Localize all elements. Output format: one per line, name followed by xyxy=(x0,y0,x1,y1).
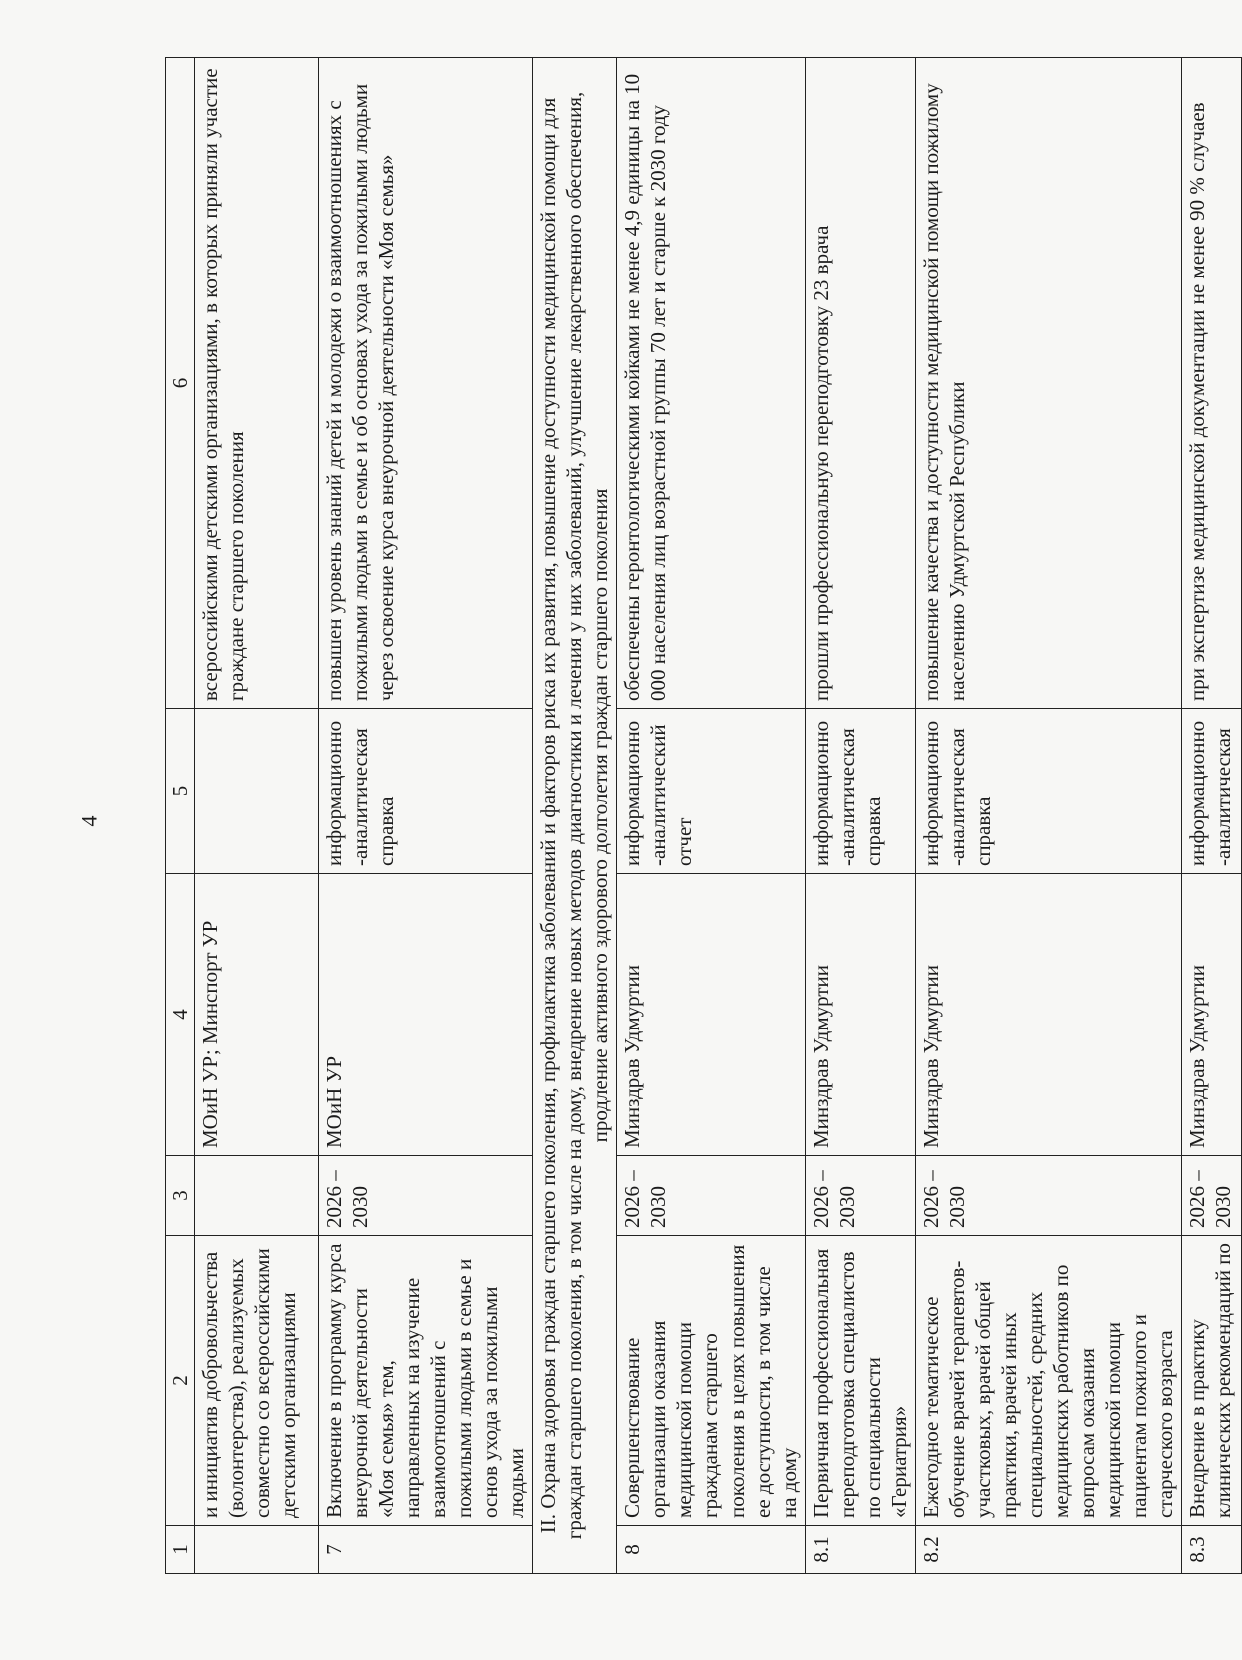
rotated-table-frame xyxy=(165,58,1236,1574)
table-row xyxy=(319,58,533,1574)
action-cell: Включение в программу курса внеурочной деятельности «Моя семья» тем, направленных на изучение взаимоотношений с пожилыми людьми в семье и основ ухода за пожилыми людьми xyxy=(319,1236,533,1526)
result-cell: всероссийскими детскими организациями, в которых приняли участие граждане старшего поколения xyxy=(195,58,319,709)
report-cell: информационно-аналитический отчет xyxy=(617,709,805,874)
result-cell: повышен уровень знаний детей и молодежи о взаимоотношениях с пожилыми людьми в семье и об основах ухода за пожилыми людьми через освоение курса внеурочной деятельности «Моя семья» xyxy=(319,58,533,709)
report-cell: информационно-аналитическая справка xyxy=(915,709,1181,874)
executor-cell: МОиН УР xyxy=(319,874,533,1156)
row-number: 8 xyxy=(617,1526,805,1574)
column-number-6: 6 xyxy=(166,58,195,709)
table-row xyxy=(617,58,805,1574)
executor-cell: МОиН УР; Минспорт УР xyxy=(195,874,319,1156)
executor-cell: Минздрав Удмуртии xyxy=(805,874,915,1156)
result-cell: прошли профессиональную переподготовку 23 врача xyxy=(805,58,915,709)
table-row xyxy=(915,58,1181,1574)
column-number-3: 3 xyxy=(166,1156,195,1236)
column-number-5: 5 xyxy=(166,709,195,874)
executor-cell: Минздрав Удмуртии xyxy=(1182,874,1242,1156)
executor-cell: Минздрав Удмуртии xyxy=(915,874,1181,1156)
row-number: 7 xyxy=(319,1526,533,1574)
section-heading: II. Охрана здоровья граждан старшего поколения, профилактика заболеваний и факторов риска их развития, повышение доступности медицинской помощи для граждан старшего поколения, в том числе на дому, внедрение новых методов диагностики и лечения у них заболеваний, улучшение лекарственного обеспечения, продление активного здорового долголетия граждан старшего поколения xyxy=(533,58,617,1574)
table-container xyxy=(165,58,1236,1574)
period-cell: 2026 – 2030 xyxy=(319,1156,533,1236)
column-number-4: 4 xyxy=(166,874,195,1156)
report-cell: информационно-аналитическая xyxy=(1182,709,1242,874)
period-cell xyxy=(195,1156,319,1236)
period-cell: 2026 – 2030 xyxy=(805,1156,915,1236)
row-number: 8.1 xyxy=(805,1526,915,1574)
table-row xyxy=(805,58,915,1574)
column-number-1: 1 xyxy=(166,1526,195,1574)
table-row xyxy=(1182,58,1242,1574)
executor-cell: Минздрав Удмуртии xyxy=(617,874,805,1156)
action-cell: Ежегодное тематическое обучение врачей терапевтов-участковых, врачей общей практики, врачей иных специальностей, средних медицинских работников по вопросам оказания медицинской помощи пациентам пожилого и старческого возраста xyxy=(915,1236,1181,1526)
report-cell xyxy=(195,709,319,874)
row-number: 8.2 xyxy=(915,1526,1181,1574)
page-number: 4 xyxy=(76,815,102,827)
action-cell: Внедрение в практику клинических рекомендаций по xyxy=(1182,1236,1242,1526)
table-header-row xyxy=(166,58,195,1574)
action-cell: Совершенствование организации оказания медицинской помощи гражданам старшего поколения в целях повышения ее доступности, в том числе на дому xyxy=(617,1236,805,1526)
action-plan-table xyxy=(165,57,1242,1574)
report-cell: информационно-аналитическая справка xyxy=(805,709,915,874)
result-cell: при экспертизе медицинской документации не менее 90 % случаев xyxy=(1182,58,1242,709)
action-cell: и инициатив добровольчества (волонтерства), реализуемых совместно со всероссийскими детскими организациями xyxy=(195,1236,319,1526)
period-cell: 2026 – 2030 xyxy=(915,1156,1181,1236)
report-cell: информационно-аналитическая справка xyxy=(319,709,533,874)
row-number: 8.3 xyxy=(1182,1526,1242,1574)
table-row xyxy=(195,58,319,1574)
result-cell: обеспечены геронтологическими койками не менее 4,9 единицы на 10 000 населения лиц возрастной группы 70 лет и старше к 2030 году xyxy=(617,58,805,709)
column-number-2: 2 xyxy=(166,1236,195,1526)
period-cell: 2026 – 2030 xyxy=(1182,1156,1242,1236)
action-cell: Первичная профессиональная переподготовка специалистов по специальности «Гериатрия» xyxy=(805,1236,915,1526)
row-number xyxy=(195,1526,319,1574)
section-row xyxy=(533,58,617,1574)
period-cell: 2026 – 2030 xyxy=(617,1156,805,1236)
result-cell: повышение качества и доступности медицинской помощи пожилому населению Удмуртской Республики xyxy=(915,58,1181,709)
